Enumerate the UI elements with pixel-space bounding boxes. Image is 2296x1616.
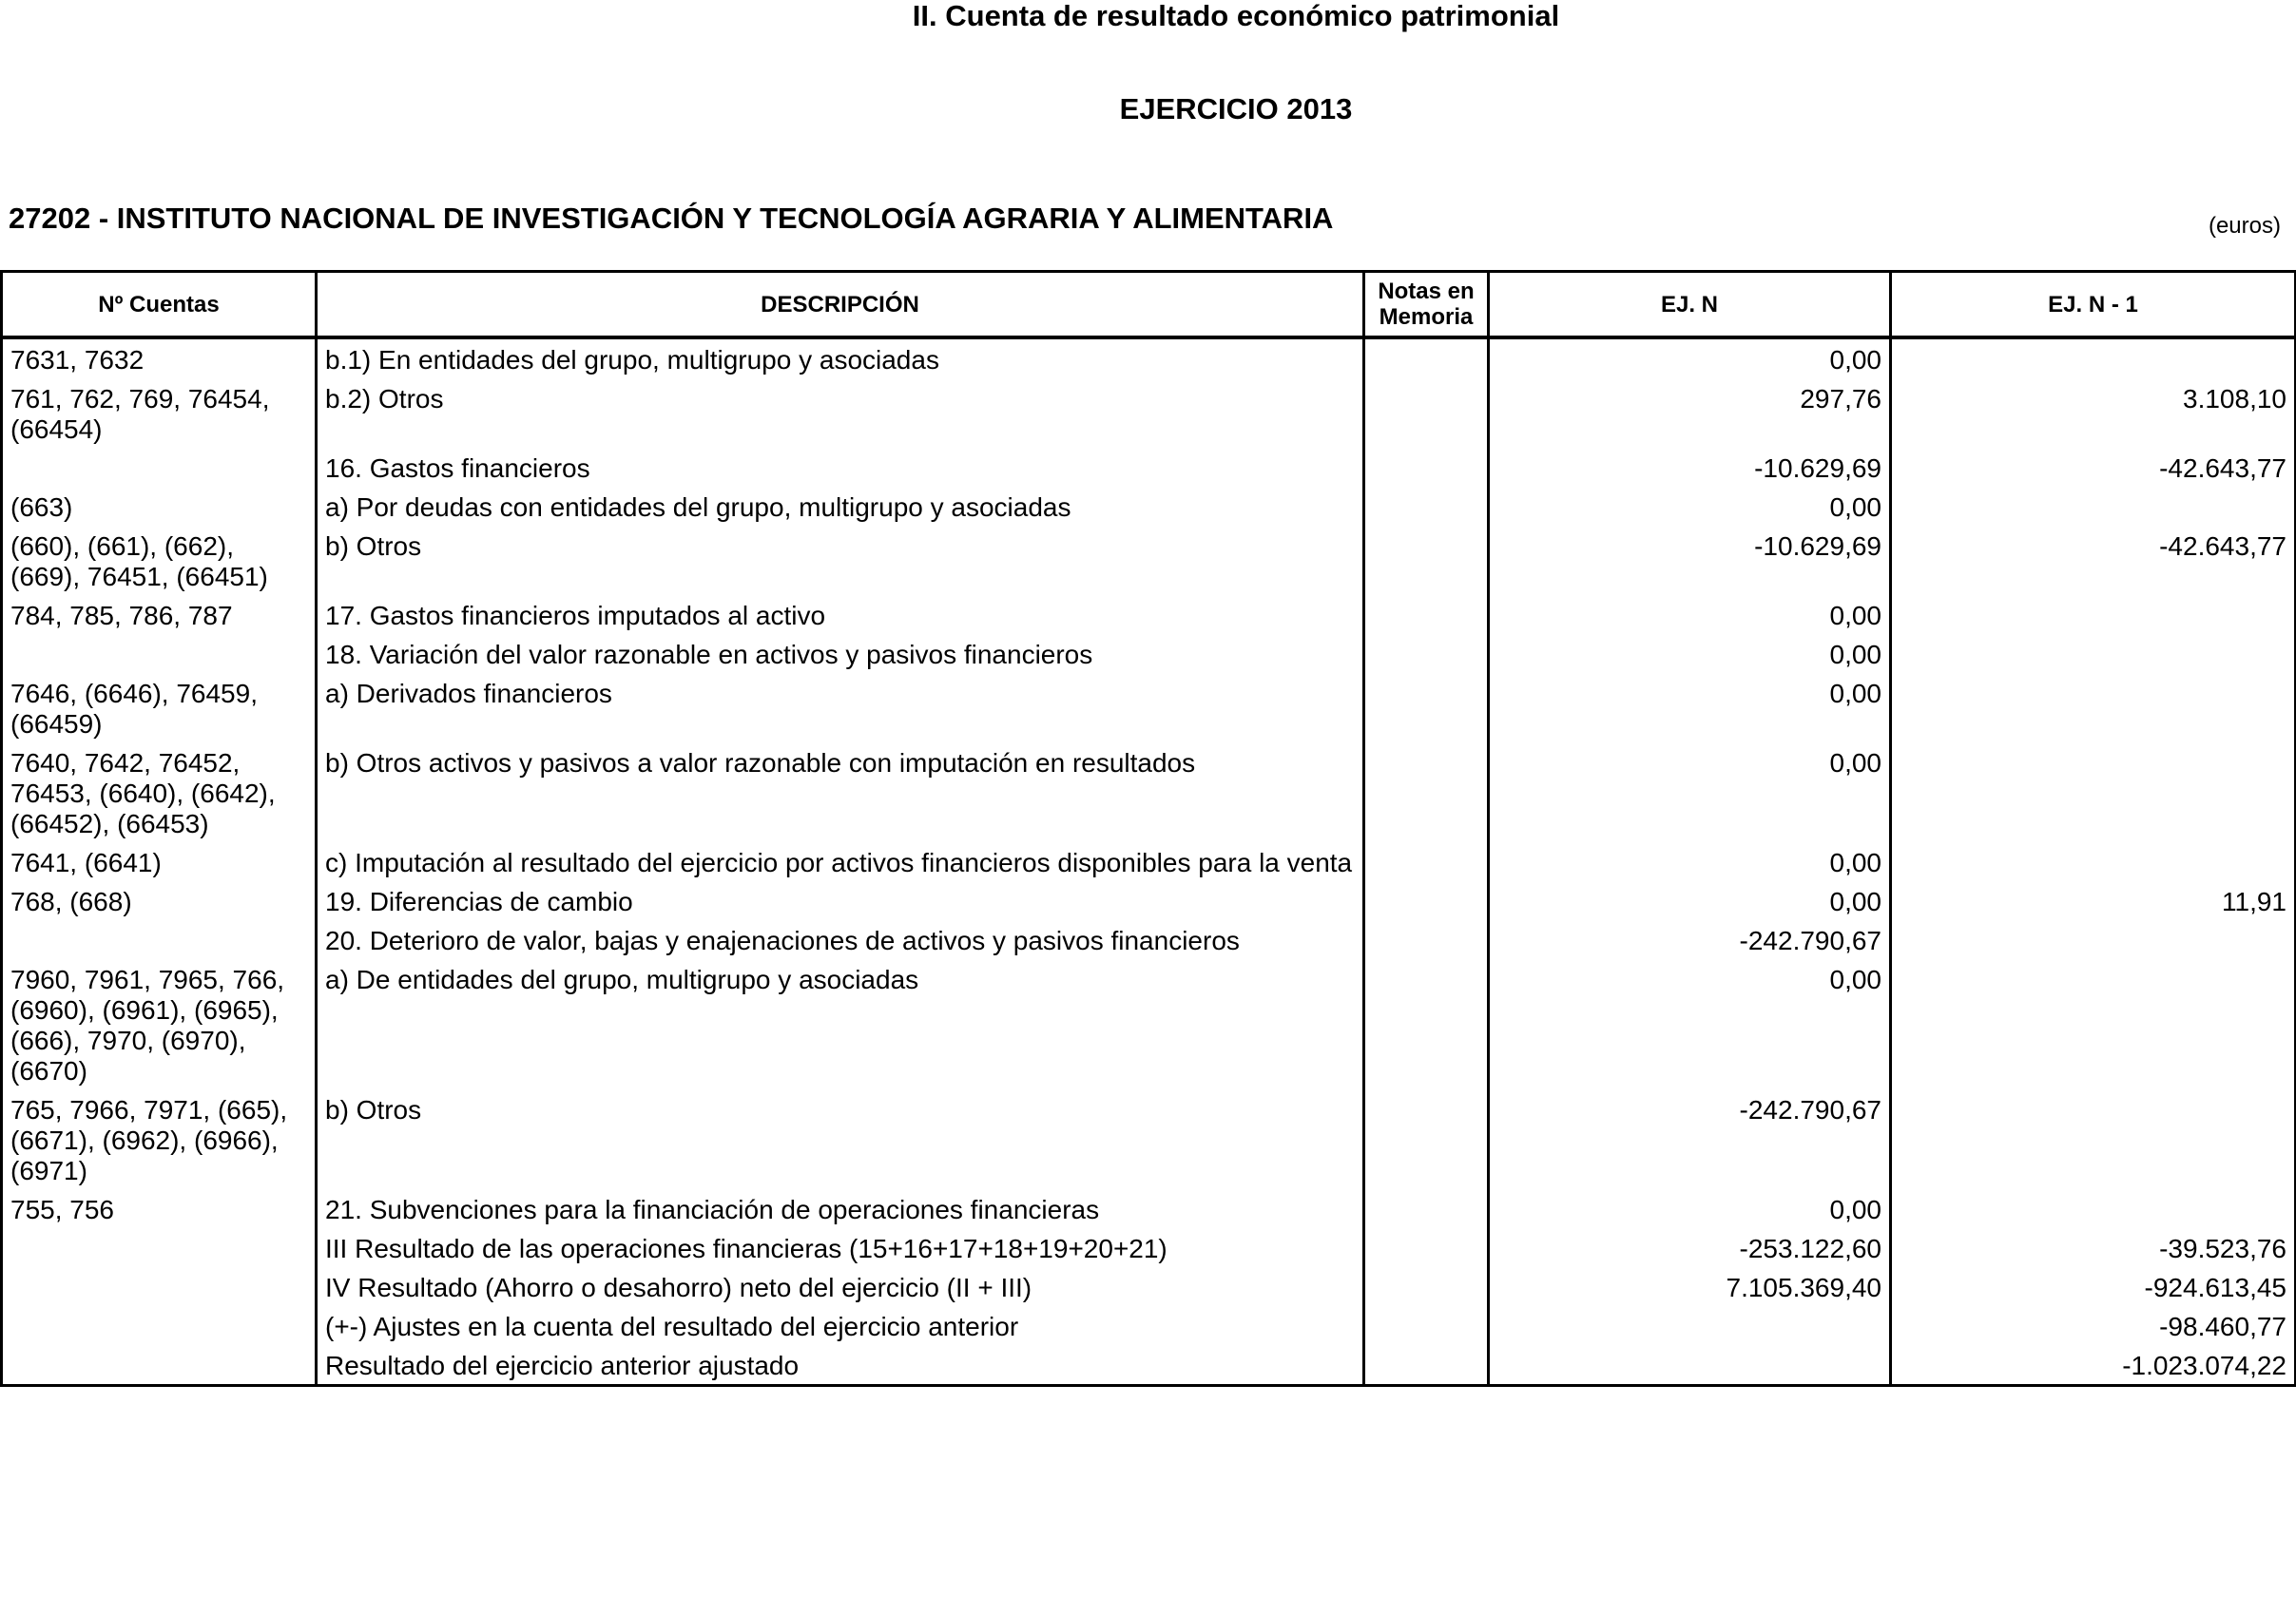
current-year-value: 0,00 (1489, 1189, 1891, 1228)
current-year-value: 0,00 (1489, 634, 1891, 673)
account-codes-cell: 761, 762, 769, 76454, (66454) (2, 378, 317, 448)
description-cell: a) De entidades del grupo, multigrupo y asociadas (317, 959, 1364, 1089)
table-row (2, 634, 2296, 673)
notes-cell (1364, 1228, 1489, 1267)
col-header-notes-line2: Memoria (1379, 304, 1474, 330)
col-header-accounts: Nº Cuentas (2, 272, 317, 338)
current-year-value: 0,00 (1489, 595, 1891, 634)
description-cell: c) Imputación al resultado del ejercicio por activos financieros disponibles para la venta (317, 842, 1364, 881)
notes-cell (1364, 742, 1489, 842)
current-year-value: 0,00 (1489, 742, 1891, 842)
exercise-year: EJERCICIO 2013 (1119, 92, 1353, 125)
table-row (2, 959, 2296, 1089)
previous-year-value (1891, 595, 2296, 634)
previous-year-value (1891, 634, 2296, 673)
notes-cell (1364, 1345, 1489, 1386)
col-header-notes (1364, 272, 1489, 338)
previous-year-value (1891, 842, 2296, 881)
previous-year-value (1891, 920, 2296, 959)
previous-year-value (1891, 959, 2296, 1089)
current-year-value: 0,00 (1489, 337, 1891, 378)
account-codes-cell: 7646, (6646), 76459, (66459) (2, 673, 317, 742)
current-year-value: 7.105.369,40 (1489, 1267, 1891, 1306)
description-cell: 16. Gastos financieros (317, 448, 1364, 487)
table-row (2, 487, 2296, 526)
account-codes-cell: 765, 7966, 7971, (665), (6671), (6962), (6966), (6971) (2, 1089, 317, 1189)
account-codes-cell (2, 920, 317, 959)
current-year-value: -242.790,67 (1489, 1089, 1891, 1189)
account-codes-cell (2, 1345, 317, 1386)
description-cell: b) Otros (317, 1089, 1364, 1189)
previous-year-value: -42.643,77 (1891, 526, 2296, 595)
account-codes-cell (2, 634, 317, 673)
previous-year-value: 11,91 (1891, 881, 2296, 920)
previous-year-value (1891, 487, 2296, 526)
account-codes-cell (2, 1306, 317, 1345)
notes-cell (1364, 487, 1489, 526)
description-cell: 21. Subvenciones para la financiación de operaciones financieras (317, 1189, 1364, 1228)
description-cell: b.2) Otros (317, 378, 1364, 448)
table-row (2, 881, 2296, 920)
table-row (2, 920, 2296, 959)
current-year-value: -253.122,60 (1489, 1228, 1891, 1267)
notes-cell (1364, 1189, 1489, 1228)
previous-year-value (1891, 337, 2296, 378)
description-cell: 19. Diferencias de cambio (317, 881, 1364, 920)
current-year-value (1489, 1345, 1891, 1386)
notes-cell (1364, 842, 1489, 881)
notes-cell (1364, 337, 1489, 378)
description-cell: 18. Variación del valor razonable en activos y pasivos financieros (317, 634, 1364, 673)
previous-year-value: -39.523,76 (1891, 1228, 2296, 1267)
description-cell: (+-) Ajustes en la cuenta del resultado del ejercicio anterior (317, 1306, 1364, 1345)
current-year-value: 0,00 (1489, 673, 1891, 742)
current-year-value: 0,00 (1489, 842, 1891, 881)
description-cell: a) Por deudas con entidades del grupo, multigrupo y asociadas (317, 487, 1364, 526)
table-row (2, 842, 2296, 881)
table-row (2, 742, 2296, 842)
notes-cell (1364, 1089, 1489, 1189)
table-row (2, 1267, 2296, 1306)
account-codes-cell: 7641, (6641) (2, 842, 317, 881)
description-cell: b) Otros activos y pasivos a valor razonable con imputación en resultados (317, 742, 1364, 842)
table-row (2, 378, 2296, 448)
current-year-value: -10.629,69 (1489, 448, 1891, 487)
table-row (2, 1089, 2296, 1189)
account-codes-cell: (663) (2, 487, 317, 526)
previous-year-value: -924.613,45 (1891, 1267, 2296, 1306)
current-year-value: 0,00 (1489, 487, 1891, 526)
entity-name: 27202 - INSTITUTO NACIONAL DE INVESTIGACIÓN Y TECNOLOGÍA AGRARIA Y ALIMENTARIA (9, 202, 1334, 235)
table-row (2, 337, 2296, 378)
table-row (2, 1345, 2296, 1386)
previous-year-value: -98.460,77 (1891, 1306, 2296, 1345)
income-statement-table (0, 270, 2296, 1387)
account-codes-cell: 784, 785, 786, 787 (2, 595, 317, 634)
previous-year-value: -42.643,77 (1891, 448, 2296, 487)
currency-unit: (euros) (2208, 213, 2281, 239)
table-row (2, 526, 2296, 595)
current-year-value: 0,00 (1489, 959, 1891, 1089)
table-row (2, 448, 2296, 487)
table-header-row (2, 272, 2296, 338)
account-codes-cell (2, 448, 317, 487)
col-header-current-year: EJ. N (1489, 272, 1891, 338)
table-body (2, 337, 2296, 1386)
previous-year-value: 3.108,10 (1891, 378, 2296, 448)
description-cell: b.1) En entidades del grupo, multigrupo y asociadas (317, 337, 1364, 378)
table-row (2, 1306, 2296, 1345)
notes-cell (1364, 1267, 1489, 1306)
account-codes-cell: 7631, 7632 (2, 337, 317, 378)
account-codes-cell: 7960, 7961, 7965, 766, (6960), (6961), (6965), (666), 7970, (6970), (6670) (2, 959, 317, 1089)
notes-cell (1364, 959, 1489, 1089)
description-cell: III Resultado de las operaciones financieras (15+16+17+18+19+20+21) (317, 1228, 1364, 1267)
col-header-description: DESCRIPCIÓN (317, 272, 1364, 338)
notes-cell (1364, 595, 1489, 634)
previous-year-value (1891, 1089, 2296, 1189)
account-codes-cell: 768, (668) (2, 881, 317, 920)
notes-cell (1364, 673, 1489, 742)
account-codes-cell: (660), (661), (662), (669), 76451, (66451) (2, 526, 317, 595)
table-row (2, 595, 2296, 634)
account-codes-cell (2, 1267, 317, 1306)
table-row (2, 673, 2296, 742)
previous-year-value (1891, 742, 2296, 842)
account-codes-cell: 755, 756 (2, 1189, 317, 1228)
notes-cell (1364, 526, 1489, 595)
current-year-value: -10.629,69 (1489, 526, 1891, 595)
col-header-notes-line1: Notas en (1378, 279, 1475, 304)
notes-cell (1364, 378, 1489, 448)
notes-cell (1364, 920, 1489, 959)
previous-year-value (1891, 673, 2296, 742)
description-cell: 20. Deterioro de valor, bajas y enajenaciones de activos y pasivos financieros (317, 920, 1364, 959)
description-cell: a) Derivados financieros (317, 673, 1364, 742)
description-cell: 17. Gastos financieros imputados al activo (317, 595, 1364, 634)
notes-cell (1364, 1306, 1489, 1345)
current-year-value: 0,00 (1489, 881, 1891, 920)
description-cell: b) Otros (317, 526, 1364, 595)
account-codes-cell: 7640, 7642, 76452, 76453, (6640), (6642), (66452), (66453) (2, 742, 317, 842)
current-year-value: -242.790,67 (1489, 920, 1891, 959)
notes-cell (1364, 448, 1489, 487)
previous-year-value: -1.023.074,22 (1891, 1345, 2296, 1386)
previous-year-value (1891, 1189, 2296, 1228)
table-row (2, 1189, 2296, 1228)
col-header-previous-year: EJ. N - 1 (1891, 272, 2296, 338)
current-year-value: 297,76 (1489, 378, 1891, 448)
notes-cell (1364, 634, 1489, 673)
report-title: II. Cuenta de resultado económico patrimonial (912, 0, 1560, 32)
description-cell: Resultado del ejercicio anterior ajustado (317, 1345, 1364, 1386)
account-codes-cell (2, 1228, 317, 1267)
current-year-value (1489, 1306, 1891, 1345)
notes-cell (1364, 881, 1489, 920)
description-cell: IV Resultado (Ahorro o desahorro) neto del ejercicio (II + III) (317, 1267, 1364, 1306)
table-row (2, 1228, 2296, 1267)
